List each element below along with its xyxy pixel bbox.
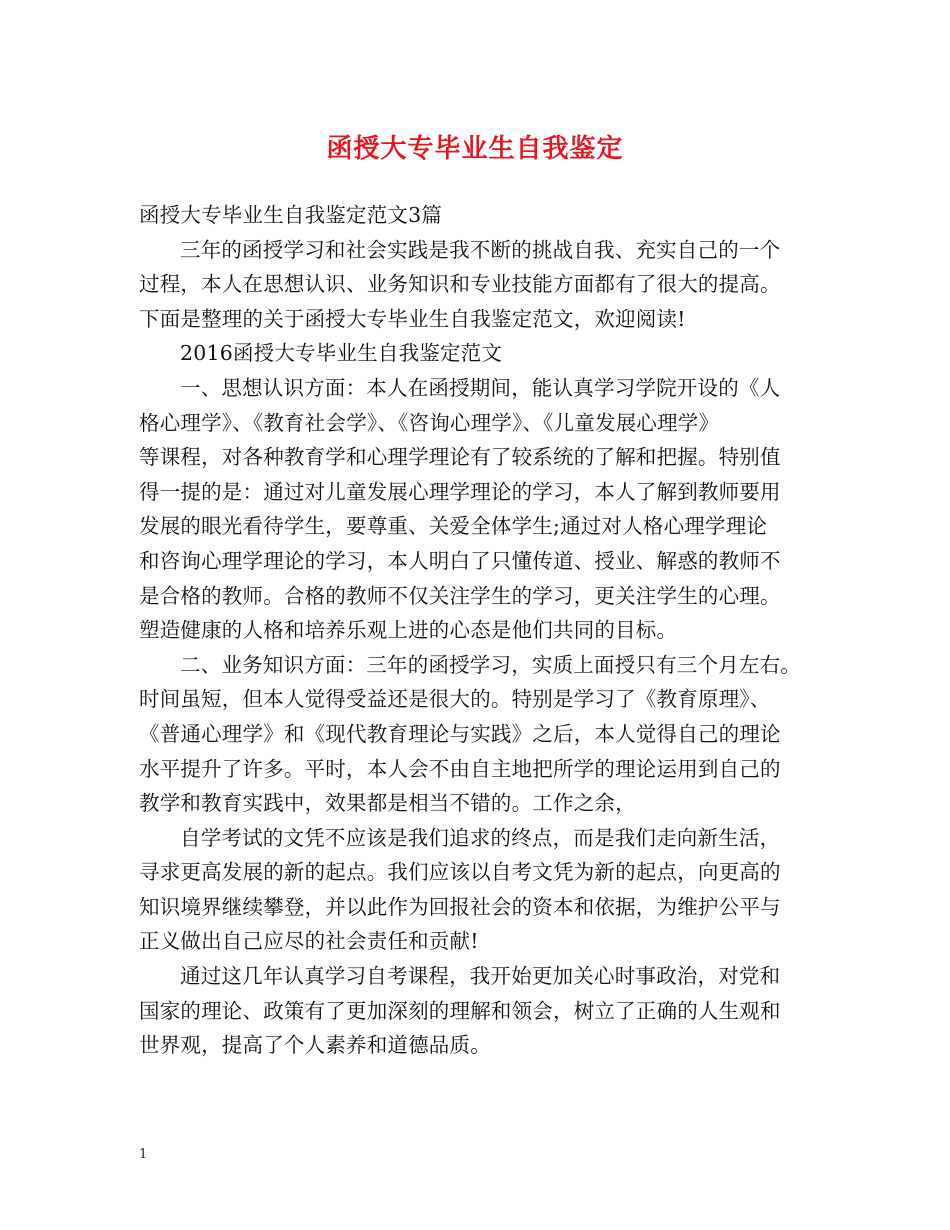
text-line: 等课程，对各种教育学和心理学理论有了较系统的了解和把握。特别值: [139, 445, 781, 470]
text-line: 自学考试的文凭不应该是我们追求的终点，而是我们走向新生活，: [180, 825, 781, 850]
text-line: 《普通心理学》和《现代教育理论与实践》之后，本人觉得自己的理论: [139, 721, 781, 746]
text-line: 时间虽短，但本人觉得受益还是很大的。特别是学习了《教育原理》、: [139, 687, 771, 712]
text-line: 塑造健康的人格和培养乐观上进的心态是他们共同的目标。: [139, 618, 678, 643]
text-line: 过程，本人在思想认识、业务知识和专业技能方面都有了很大的提高。: [139, 272, 781, 297]
text-line: 通过这几年认真学习自考课程，我开始更加关心时事政治，对党和: [180, 964, 781, 989]
text-line: 世界观，提高了个人素养和道德品质。: [139, 1033, 491, 1058]
text-line: 知识境界继续攀登，并以此作为回报社会的资本和依据，为维护公平与: [139, 894, 781, 919]
text-line: 是合格的教师。合格的教师不仅关注学生的学习，更关注学生的心理。: [139, 583, 781, 608]
document-title: 函授大专毕业生自我鉴定: [326, 134, 624, 164]
text-line: 水平提升了许多。平时，本人会不由自主地把所学的理论运用到自己的: [139, 756, 781, 781]
page-number: 1: [139, 1147, 148, 1162]
document-body: [139, 198, 819, 1063]
text-line: 三年的函授学习和社会实践是我不断的挑战自我、充实自己的一个: [180, 237, 781, 262]
text-line: 正义做出自己应尽的社会责任和贡献!: [139, 929, 479, 954]
text-line: 格心理学》、《教育社会学》、《咨询心理学》、《儿童发展心理学》: [139, 410, 720, 435]
text-line: 发展的眼光看待学生，要尊重、关爱全体学生;通过对人格心理学理论: [139, 514, 768, 539]
text-line: 和咨询心理学理论的学习，本人明白了只懂传道、授业、解惑的教师不: [139, 548, 781, 573]
text-line: 得一提的是：通过对儿童发展心理学理论的学习，本人了解到教师要用: [139, 479, 781, 504]
text-line: 一、思想认识方面：本人在函授期间，能认真学习学院开设的《人: [180, 375, 781, 400]
text-line: 寻求更高发展的新的起点。我们应该以自考文凭为新的起点，向更高的: [139, 860, 781, 885]
text-line: 国家的理论、政策有了更加深刻的理解和领会，树立了正确的人生观和: [139, 998, 781, 1023]
text-line: 二、业务知识方面：三年的函授学习，实质上面授只有三个月左右。: [180, 652, 801, 677]
text-line: 下面是整理的关于函授大专毕业生自我鉴定范文，欢迎阅读!: [139, 306, 686, 331]
text-line: 教学和教育实践中，效果都是相当不错的。工作之余，: [139, 791, 636, 816]
text-line: 函授大专毕业生自我鉴定范文3篇: [139, 203, 443, 227]
text-line: 2016函授大专毕业生自我鉴定范文: [180, 341, 503, 366]
